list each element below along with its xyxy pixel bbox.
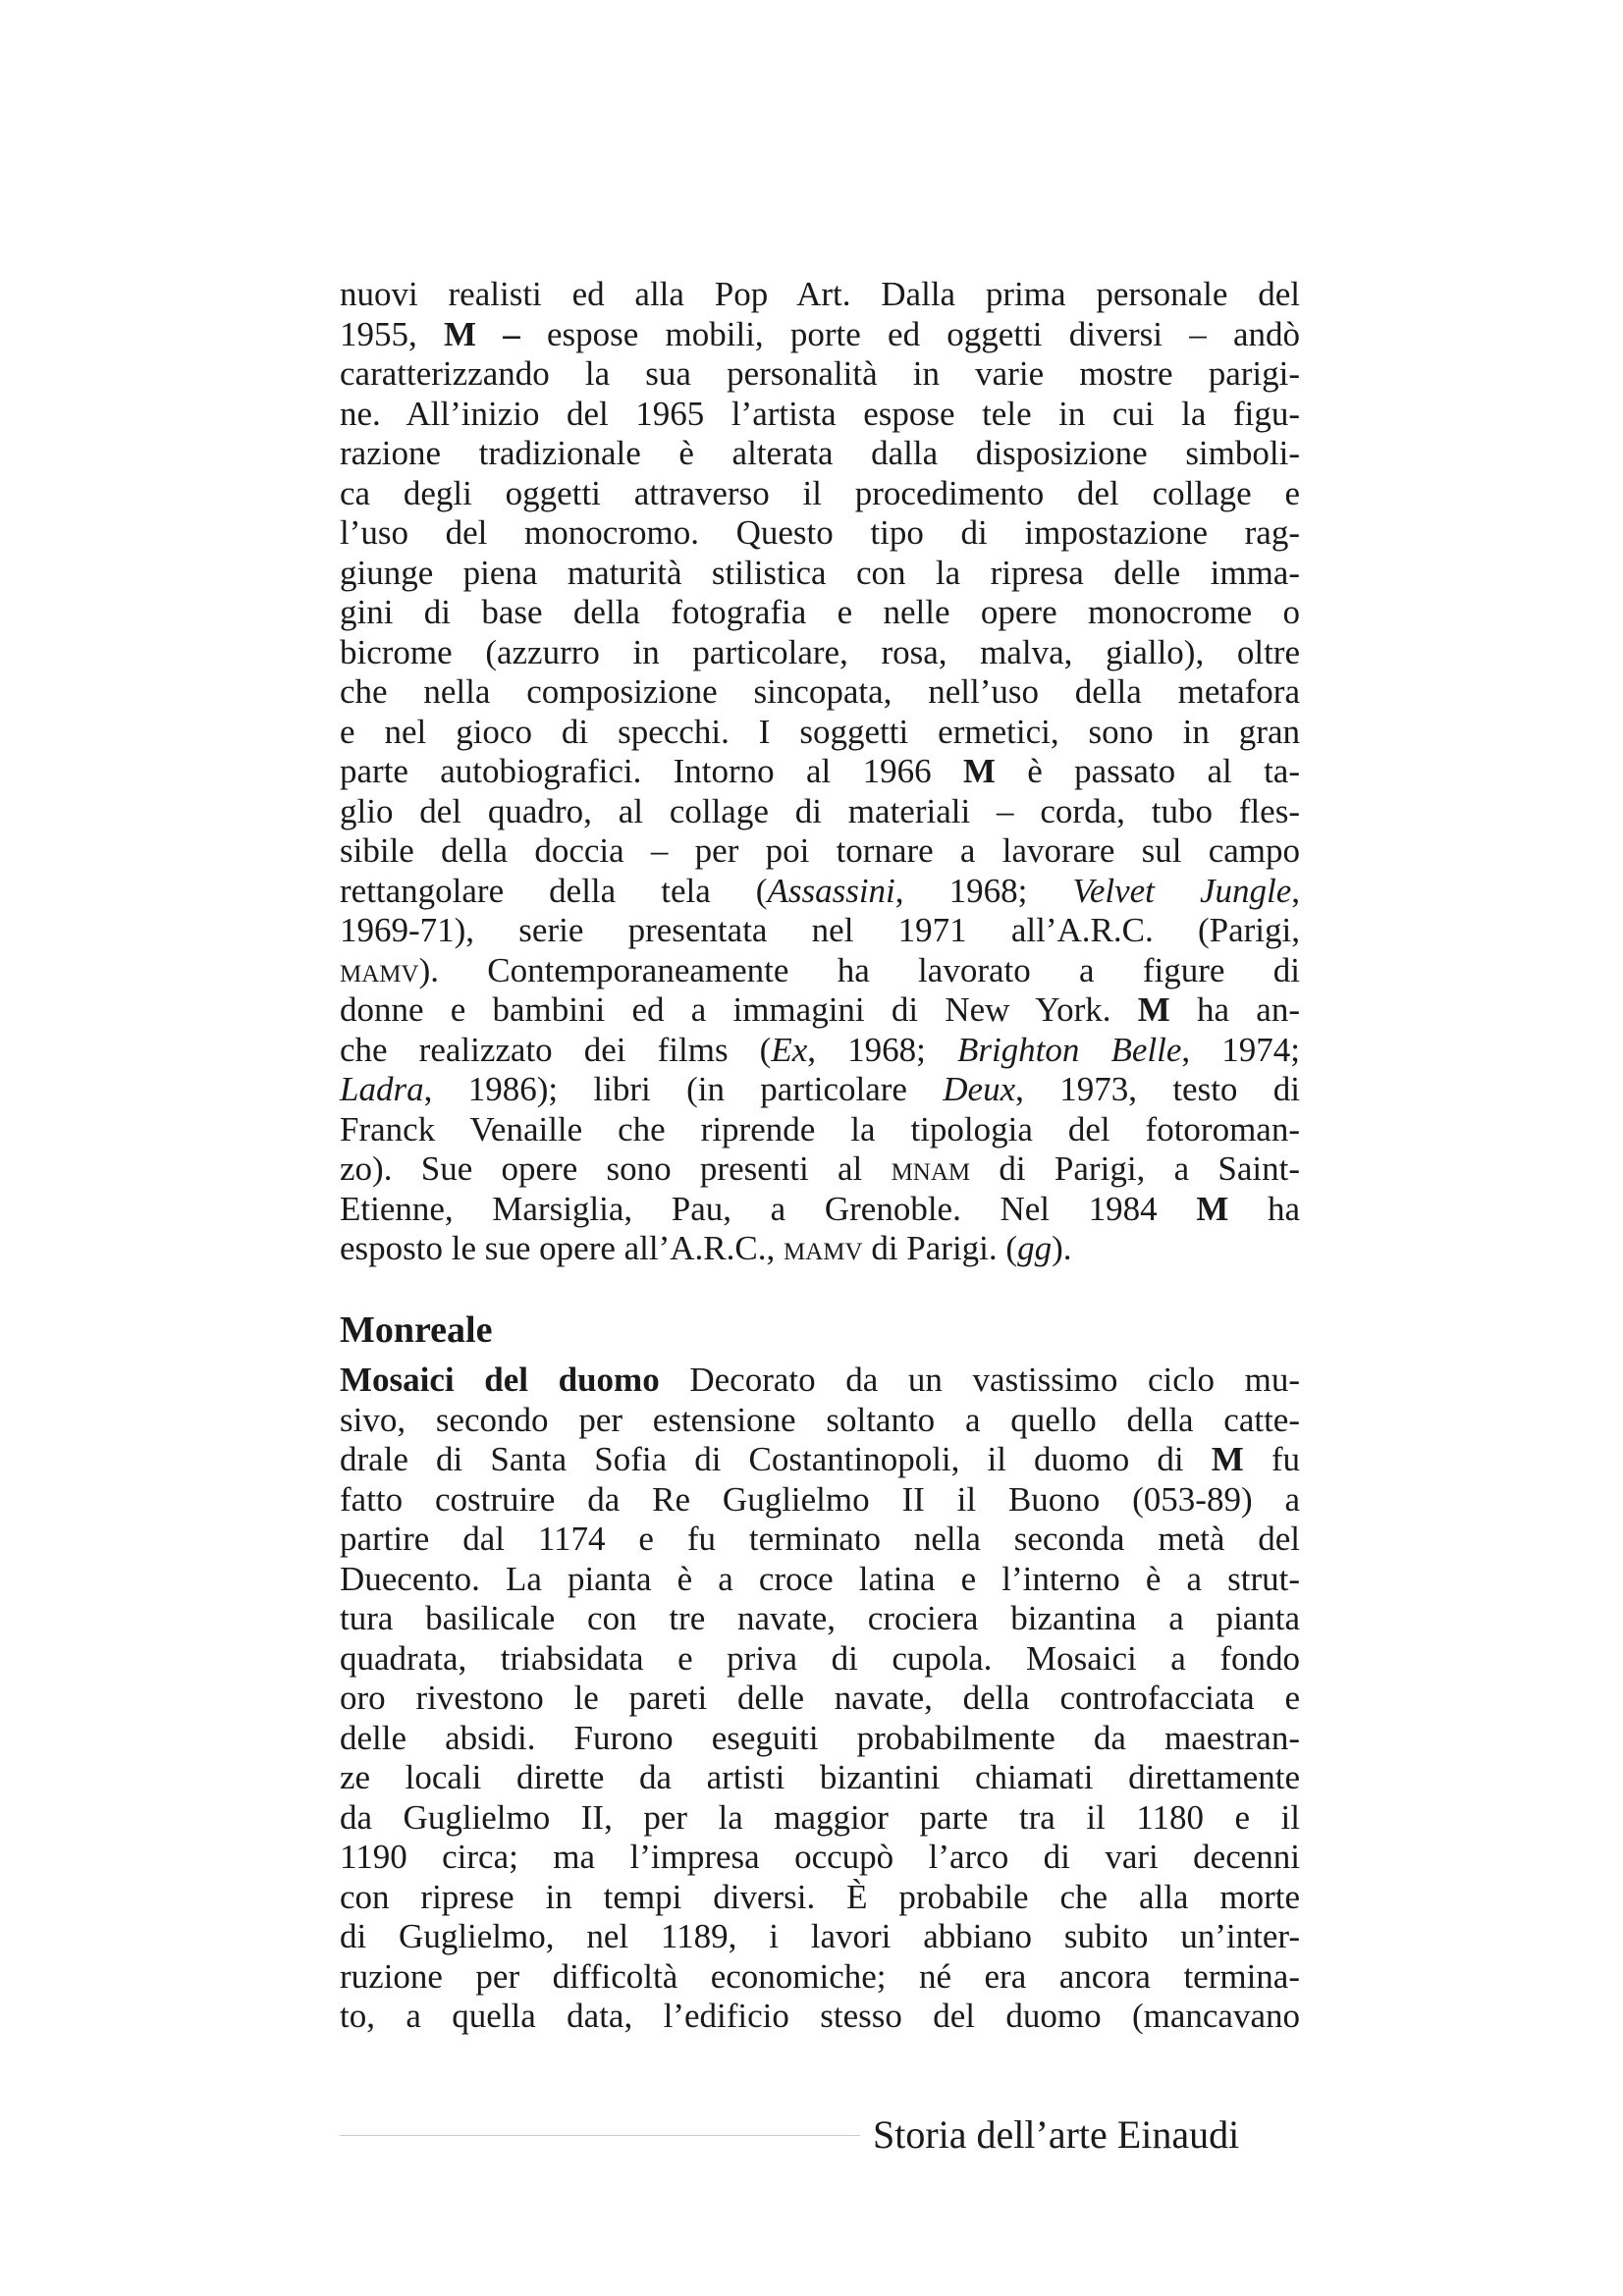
- text-line: l’uso del monocromo. Questo tipo di impostazione rag-: [340, 513, 1300, 552]
- text-line: quadrata, triabsidata e priva di cupola. Mosaici a fondo: [340, 1638, 1300, 1678]
- text-line: drale di Santa Sofia di Costantinopoli, il duomo di M fu: [340, 1440, 1301, 1478]
- text-line: e nel gioco di specchi. I soggetti ermetici, sono in gran: [340, 712, 1300, 751]
- footer-publisher-label: Storia dell’arte Einaudi: [873, 2112, 1240, 2157]
- text-line: 1190 circa; ma l’impresa occupò l’arco di vari decenni: [340, 1838, 1300, 1876]
- text-line: zo). Sue opere sono presenti al mnam di Parigi, a Saint-: [340, 1149, 1301, 1188]
- text-line: fatto costruire da Re Guglielmo II il Buono (053-89) a: [340, 1479, 1300, 1519]
- text-line: partire dal 1174 e fu terminato nella seconda metà del: [340, 1520, 1300, 1558]
- text-line: ca degli oggetti attraverso il procedimento del collage e: [340, 473, 1300, 512]
- text-line: gini di base della fotografia e nelle opere monocrome o: [340, 593, 1300, 631]
- text-line: ruzione per difficoltà economiche; né era ancora termina-: [340, 1956, 1300, 1996]
- text-line: glio del quadro, al collage di materiali – corda, tubo fles-: [340, 791, 1300, 830]
- text-line: sibile della doccia – per poi tornare a lavorare sul campo: [340, 831, 1300, 870]
- text-line: 1969-71), serie presentata nel 1971 all’A.R.C. (Parigi,: [340, 911, 1300, 949]
- text-line: Ladra, 1986); libri (in particolare Deux, 1973, testo di: [340, 1070, 1300, 1108]
- text-line: giunge piena maturità stilistica con la ripresa delle imma-: [340, 553, 1300, 592]
- text-line: nuovi realisti ed alla Pop Art. Dalla prima personale del: [340, 275, 1300, 313]
- text-line: tura basilicale con tre navate, crociera bizantina a pianta: [340, 1599, 1300, 1637]
- text-line: di Guglielmo, nel 1189, i lavori abbiano subito un’inter-: [340, 1917, 1300, 1955]
- text-line: ne. All’inizio del 1965 l’artista espose tele in cui la figu-: [340, 394, 1300, 433]
- text-line: che realizzato dei films (Ex, 1968; Brighton Belle, 1974;: [340, 1030, 1300, 1069]
- text-line: Etienne, Marsiglia, Pau, a Grenoble. Nel 1984 M ha: [340, 1189, 1300, 1228]
- text-line: rettangolare della tela (Assassini, 1968; Velvet Jungle,: [340, 871, 1300, 910]
- footer-rule: [340, 2135, 860, 2136]
- text-line: da Guglielmo II, per la maggior parte tra il 1180 e il: [340, 1797, 1300, 1837]
- text-line: Mosaici del duomo Decorato da un vastissimo ciclo mu-: [340, 1361, 1300, 1399]
- text-line: caratterizzando la sua personalità in varie mostre parigi-: [340, 354, 1300, 393]
- text-line: che nella composizione sincopata, nell’uso della metafora: [340, 672, 1300, 711]
- text-line: bicrome (azzurro in particolare, rosa, malva, giallo), oltre: [340, 632, 1300, 671]
- text-line: to, a quella data, l’edificio stesso del duomo (mancavano: [340, 1997, 1300, 2035]
- text-line: delle absidi. Furono eseguiti probabilmente da maestran-: [340, 1718, 1300, 1757]
- text-line: oro rivestono le pareti delle navate, della controfacciata e: [340, 1679, 1300, 1717]
- text-line: con riprese in tempi diversi. È probabile che alla morte: [340, 1877, 1300, 1916]
- text-line: sivo, secondo per estensione soltanto a quello della catte-: [340, 1400, 1300, 1439]
- text-line: razione tradizionale è alterata dalla disposizione simboli-: [340, 434, 1300, 472]
- text-line: 1955, M – espose mobili, porte ed oggetti diversi – andò: [340, 314, 1300, 353]
- entry-continuation-text: [340, 275, 1300, 1269]
- text-line: donne e bambini ed a immagini di New York. M ha an-: [340, 990, 1300, 1029]
- section-heading: Monreale: [340, 1309, 493, 1351]
- text-line: mamv). Contemporaneamente ha lavorato a figure di: [340, 950, 1300, 989]
- entry-mosaici-text: [340, 1361, 1300, 2037]
- text-line: Duecento. La pianta è a croce latina e l’interno è a strut-: [340, 1559, 1300, 1598]
- text-line: Franck Venaille che riprende la tipologia del fotoroman-: [340, 1109, 1300, 1148]
- text-line: ze locali dirette da artisti bizantini chiamati direttamente: [340, 1758, 1300, 1796]
- text-line: parte autobiografici. Intorno al 1966 M è passato al ta-: [340, 752, 1300, 790]
- text-line: esposto le sue opere all’A.R.C., mamv di Parigi. (gg).: [340, 1229, 1072, 1267]
